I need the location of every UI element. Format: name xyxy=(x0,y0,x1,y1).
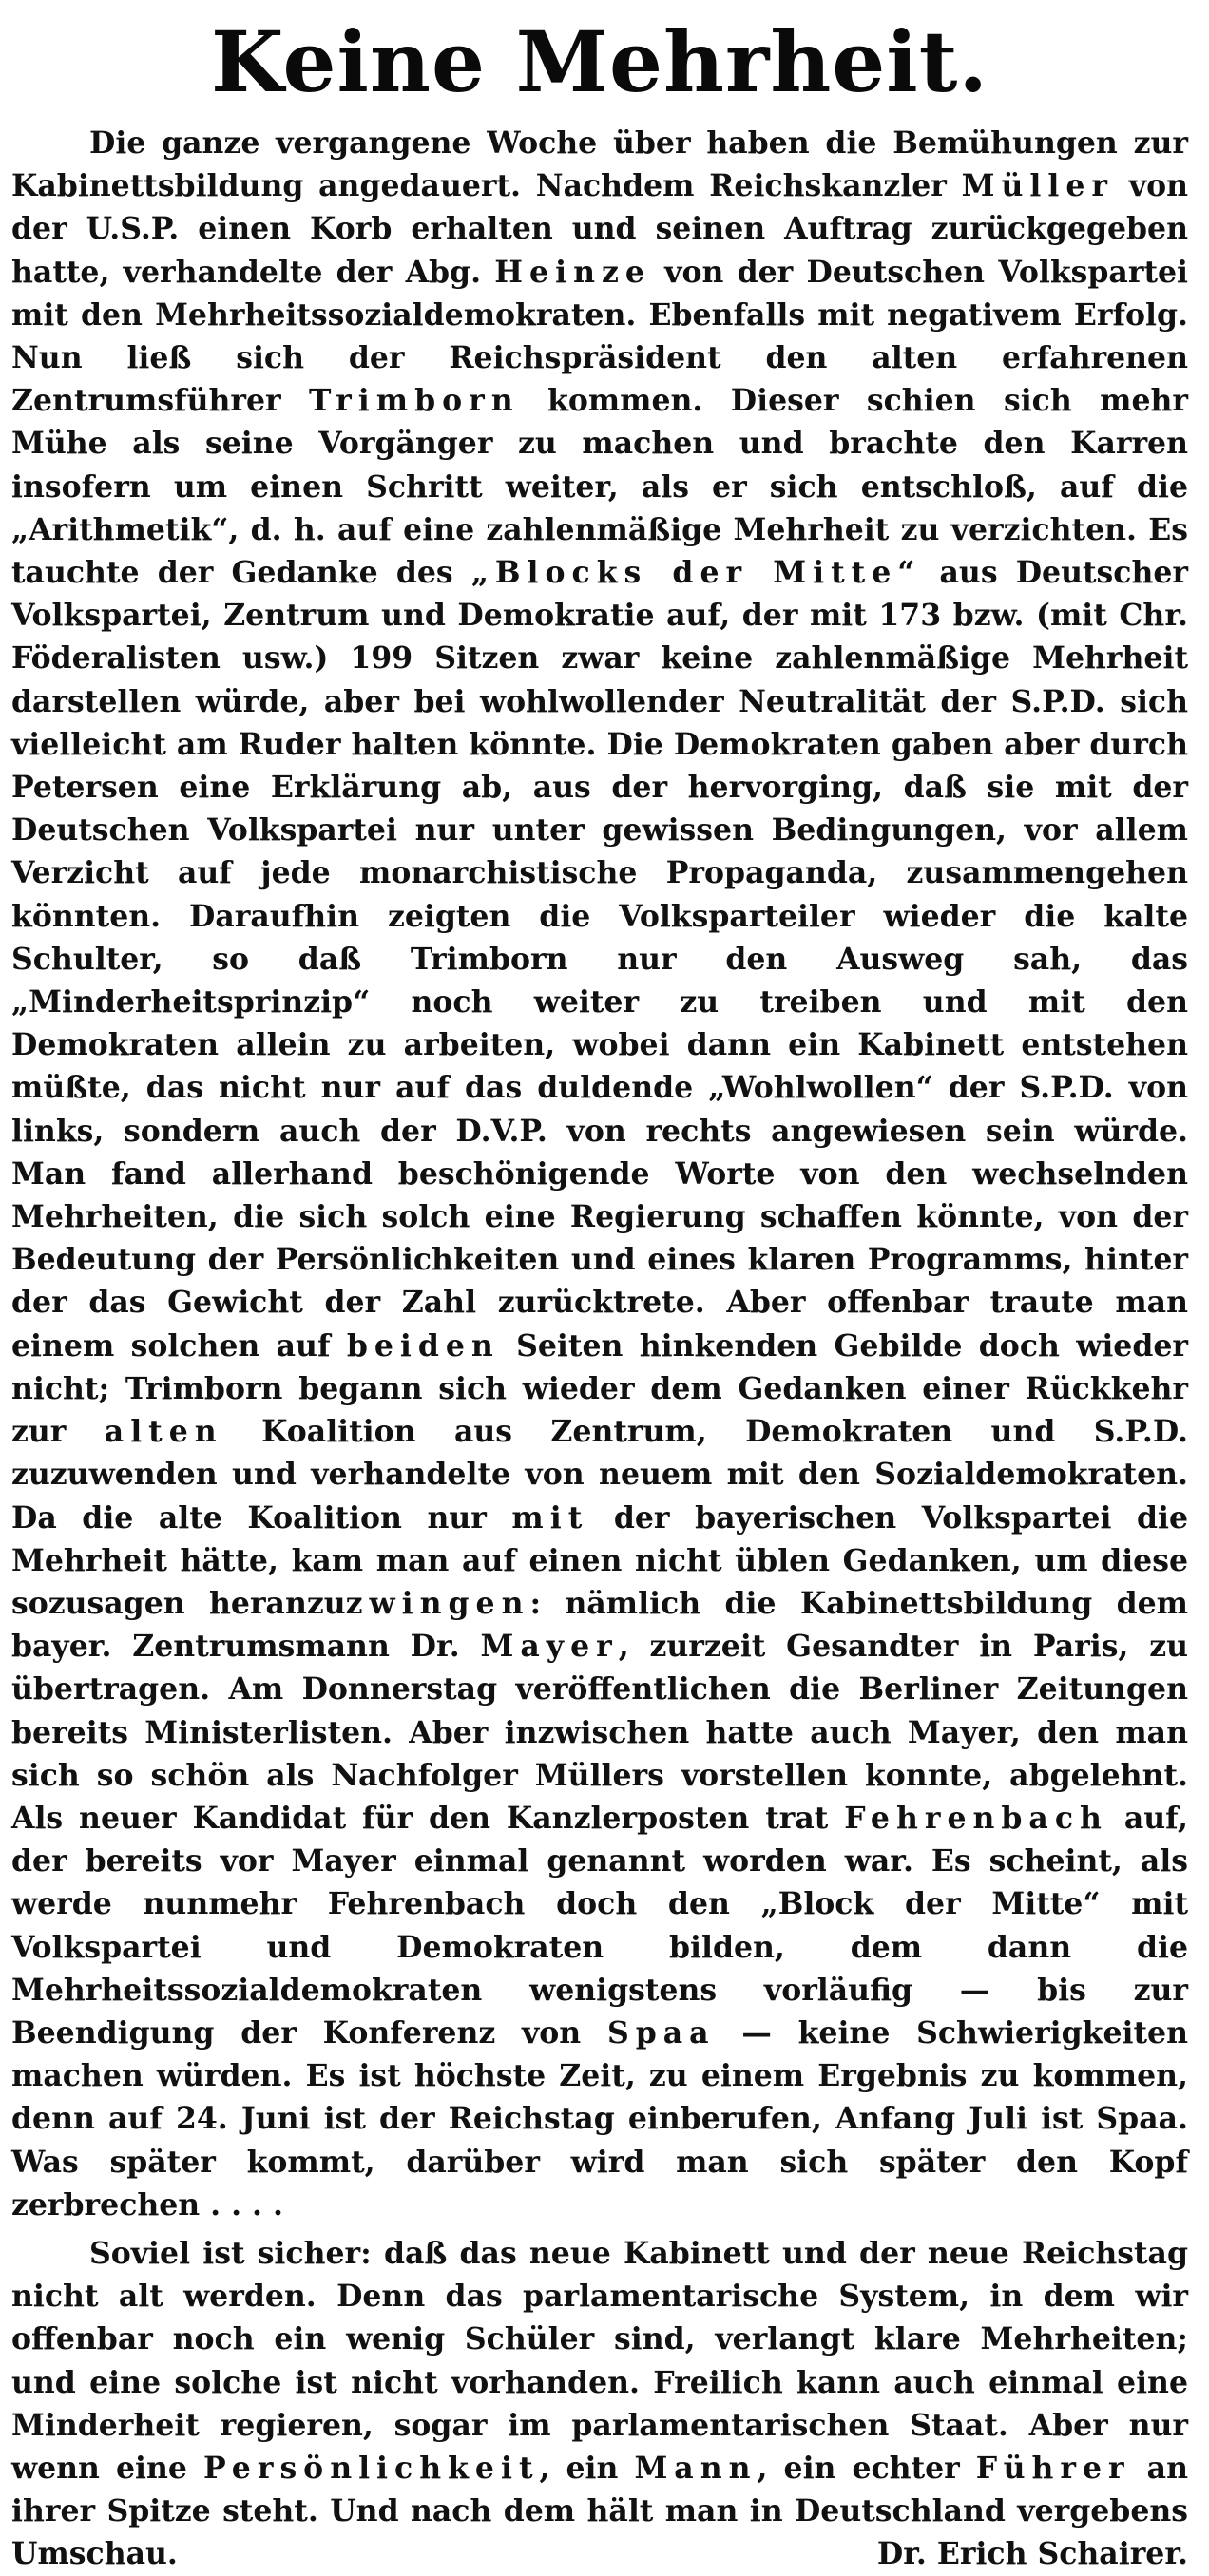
text-run: aus Deutscher Volkspartei, Zentrum und Demokratie auf, der mit 173 bzw. (mit Chr. Föderalisten usw.) 199 Sitzen zwar keine zahlenmäßige Mehrheit darstellen würde, aber bei wohlwollender Neutralität der S.P.D. sich vielleicht am Ruder halten könnte. Die Demokraten gaben aber durch Petersen eine Erklärung ab, aus der hervorging, daß sie mit der Deutschen Volkspartei nur unter gewissen Bedingungen, vor allem Verzicht auf jede monarchistische Propaganda, zusammengehen könnten. Daraufhin zeigten die Volksparteiler wieder die kalte Schulter, so daß Trimborn nur den Ausweg sah, das „Minderheitsprinzip“ noch weiter zu treiben und mit den Demokraten allein zu arbeiten, wobei dann ein Kabinett entstehen müßte, das nicht nur auf das duldende „Wohlwollen“ der S.P.D. von links, sondern auch der D.V.P. von rechts angewiesen sein würde. Man fand allerhand beschönigende Worte von den wechselnden Mehrheiten, die sich solch eine Regierung schaffen könnte, von der Bedeutung der Persönlichkeiten und eines klaren Programms, hinter der das Gewicht der Zahl zurücktrete. Aber offenbar traute man einem solchen auf xyxy=(11,555,1188,1364)
spaced-name-heinze: Heinze xyxy=(494,254,651,290)
article-headline: Keine Mehrheit. xyxy=(211,12,988,111)
spaced-name-trimborn: Trimborn xyxy=(309,383,520,419)
spaced-name-mayer: Mayer xyxy=(480,1629,619,1665)
author-signature: Dr. Erich Schairer. xyxy=(876,2536,1188,2572)
article-paragraph-2 xyxy=(11,2232,1188,2576)
spaced-word-persoenlichkeit: Persönlichkeit xyxy=(202,2450,540,2486)
spaced-word-mann: Mann xyxy=(634,2450,758,2486)
text-run: Koalition aus Zentrum, Demokraten und S.P.D. zuzuwenden und verhandelte von neuem mit den Sozialdemokraten. Da die alte Koalition nur xyxy=(11,1414,1188,1536)
text-run: Seiten hinkenden Gebilde doch wieder nicht; Trimborn begann sich wieder dem Gedanken einer Rückkehr zur xyxy=(11,1327,1188,1450)
text-run: der bayerischen Volkspartei die Mehrheit hätte, kam man auf einen nicht üblen Gedanken, um diese sozusagen heranzu xyxy=(11,1499,1189,1621)
spaced-word-zwingen: zwingen xyxy=(345,1585,530,1621)
text-run: , ein xyxy=(539,2450,635,2486)
article-paragraph-1 xyxy=(11,122,1188,2226)
text-run: : nämlich die Kabinettsbildung dem bayer. Zentrumsmann Dr. xyxy=(11,1585,1189,1665)
spaced-name-mueller: Müller xyxy=(961,168,1114,204)
text-run: , ein echter xyxy=(757,2450,976,2486)
spaced-word-fuehrer: Führer xyxy=(975,2450,1131,2486)
text-run: an ihrer Spitze steht. Und nach dem hält man in Deutschland vergebens Umschau. xyxy=(11,2450,1188,2572)
spaced-word-alten: alten xyxy=(104,1414,223,1450)
spaced-word-beiden: beiden xyxy=(346,1327,500,1364)
spaced-word-mit: mit xyxy=(511,1499,589,1536)
spaced-block-der-mitte: „Blocks der Mitte“ xyxy=(470,555,922,591)
text-run: auf, der bereits vor Mayer einmal genannt worden war. Es scheint, als werde nunmehr Fehrenbach doch den „Block der Mitte“ mit Volkspartei und Demokraten bilden, dem dann die Mehrheitssozialdemokraten wenigstens vorläufig — bis zur Beendigung der Konferenz von xyxy=(11,1800,1188,2051)
text-run: Die ganze vergangene Woche über haben die Bemühungen zur Kabinettsbildung angedauert. Nachdem Reichskanzler xyxy=(11,125,1188,204)
text-run: von der Deutschen Volkspartei mit den Mehrheitssozialdemokraten. Ebenfalls mit negativem Erfolg. Nun ließ sich der Reichspräsident den alten erfahrenen Zentrumsführer xyxy=(11,254,1188,419)
text-run: Soviel ist sicher: daß das neue Kabinett und der neue Reichstag nicht alt werden. Denn das parlamentarische System, in dem wir offenbar noch ein wenig Schüler sind, verlangt klare Mehrheiten; und eine solche ist nicht vorhanden. Freilich kann auch einmal eine Minderheit regieren, sogar im parlamentarischen Staat. Aber nur wenn eine xyxy=(11,2235,1188,2486)
text-run: von der U.S.P. einen Korb erhalten und seinen Auftrag zurückgegeben hatte, verhandelte der Abg. xyxy=(11,168,1188,290)
text-run: kommen. Dieser schien sich mehr Mühe als seine Vorgänger zu machen und brachte den Karren insofern um einen Schritt weiter, als er sich entschloß, auf die „Arithmetik“, d. h. auf eine zahlenmäßige Mehrheit zu verzichten. Es tauchte der Gedanke des xyxy=(11,383,1189,591)
text-run: — keine Schwierigkeiten machen würden. Es ist höchste Zeit, zu einem Ergebnis zu kommen, denn auf 24. Juni ist der Reichstag einberufen, Anfang Juli ist Spaa. Was später kommt, darüber wird man sich später den Kopf zerbrechen . . . . xyxy=(11,2014,1189,2223)
text-run: , zurzeit Gesandter in Paris, zu übertragen. Am Donnerstag veröffentlichen die Berliner Zeitungen bereits Ministerlisten. Aber inzwischen hatte auch Mayer, den man sich so schön als Nachfolger Müllers vorstellen konnte, abgelehnt. Als neuer Kandidat für den Kanzlerposten trat xyxy=(11,1629,1188,1836)
spaced-word-spaa: Spaa xyxy=(606,2014,716,2051)
spaced-name-fehrenbach: Fehrenbach xyxy=(844,1800,1108,1836)
